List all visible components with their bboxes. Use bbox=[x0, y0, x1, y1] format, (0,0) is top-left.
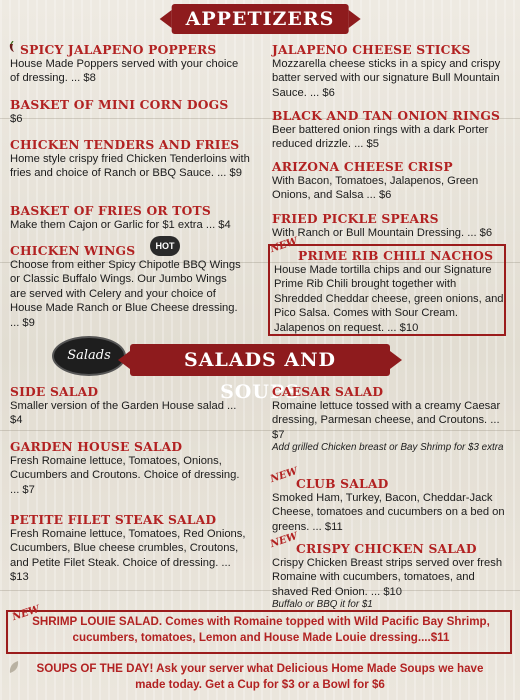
menu-item-caesar-salad bbox=[272, 384, 508, 454]
item-description: House Made Poppers served with your choice of dressing. ... $8 bbox=[10, 58, 239, 85]
item-title: CAESAR SALAD bbox=[272, 384, 384, 399]
new-label: NEW bbox=[268, 235, 300, 256]
item-note: Add grilled Chicken breast or Bay Shrimp for $3 extra bbox=[272, 442, 504, 454]
item-title: CLUB SALAD bbox=[296, 476, 389, 491]
item-title: BASKET OF FRIES OR TOTS bbox=[10, 203, 211, 218]
menu-item-prime-rib-chili-nachos bbox=[274, 248, 504, 335]
item-title: SPICY JALAPENO POPPERS bbox=[20, 42, 217, 57]
item-description: With Ranch or Bull Mountain Dressing. ... $6 bbox=[272, 227, 493, 239]
new-label: NEW bbox=[268, 530, 300, 551]
item-description: Smaller version of the Garden House salad ... $4 bbox=[10, 400, 237, 427]
leaf-icon bbox=[8, 660, 20, 674]
item-description: House Made tortilla chips and our Signature Prime Rib Chili brought together with Shredded Cheddar cheese, green onions, and Pico Salsa. Comes with Sour Cream. Jalapenos on request. ... $10 bbox=[274, 264, 504, 334]
item-title: PRIME RIB CHILI NACHOS bbox=[298, 248, 494, 263]
item-description: $6 bbox=[10, 113, 23, 125]
item-note: Buffalo or BBQ it for $1 bbox=[272, 599, 373, 611]
menu-item-chicken-tenders bbox=[10, 137, 250, 181]
item-title: BLACK AND TAN ONION RINGS bbox=[272, 108, 501, 123]
item-title: CHICKEN TENDERS AND FRIES bbox=[10, 137, 240, 152]
item-description: Choose from either Spicy Chipotle BBQ Wings or Classic Buffalo Wings. Our Jumbo Wings are served with Celery and your choice of House Made Ranch or Blue Cheese dressing. ... $9 bbox=[10, 259, 241, 329]
soups-of-the-day-text: SOUPS OF THE DAY! Ask your server what Delicious Home Made Soups we have made today. Get a Cup for $3 or a Bowl for $6 bbox=[36, 662, 484, 691]
item-description: Romaine lettuce tossed with a creamy Caesar dressing, Parmesan cheese, and Croutons. ... $7 bbox=[272, 400, 501, 441]
shrimp-louie-special-text: SHRIMP LOUIE SALAD. Comes with Romaine topped with Wild Pacific Bay Shrimp, cucumbers, tomatoes, Lemon and House Made Louie dressing....$11 bbox=[32, 615, 490, 644]
menu-item-fries-or-tots bbox=[10, 203, 250, 232]
menu-item-mini-corn-dogs bbox=[10, 97, 248, 126]
item-description: With Bacon, Tomatoes, Jalapenos, Green Onions, and Salsa ... $6 bbox=[272, 175, 479, 202]
menu-item-arizona-cheese-crisp bbox=[272, 159, 506, 203]
item-description: Fresh Romaine lettuce, Tomatoes, Red Onions, Cucumbers, Blue cheese crumbles, Croutons, and Petite Filet Steak. Choice of dressing. ... $13 bbox=[10, 528, 246, 584]
appetizers-banner: APPETIZERS bbox=[172, 4, 349, 34]
menu-item-onion-rings bbox=[272, 108, 512, 152]
menu-item-chicken-wings bbox=[10, 243, 246, 330]
item-description: Home style crispy fried Chicken Tenderloins with fries and choice of Ranch or BBQ Sauce. ... $9 bbox=[10, 153, 250, 180]
menu-item-jalapeno-cheese-sticks bbox=[272, 42, 512, 100]
item-title: SIDE SALAD bbox=[10, 384, 99, 399]
item-title: FRIED PICKLE SPEARS bbox=[272, 211, 439, 226]
salads-logo-badge bbox=[52, 336, 126, 376]
item-title: GARDEN HOUSE SALAD bbox=[10, 439, 183, 454]
item-description: Beer battered onion rings with a dark Porter reduced drizzle. ... $5 bbox=[272, 124, 489, 151]
salads-logo-text: Salads bbox=[67, 348, 111, 363]
item-description: Make them Cajon or Garlic for $1 extra ... $4 bbox=[10, 219, 231, 231]
item-title: PETITE FILET STEAK SALAD bbox=[10, 512, 217, 527]
new-label: NEW bbox=[268, 465, 300, 486]
hot-badge-icon: HOT bbox=[150, 236, 180, 256]
menu-item-garden-house-salad bbox=[10, 439, 246, 497]
menu-item-fried-pickle-spears bbox=[272, 211, 512, 240]
item-description: Fresh Romaine lettuce, Tomatoes, Onions, Cucumbers and Croutons. Choice of dressing. ... $7 bbox=[10, 455, 240, 496]
item-description: Crispy Chicken Breast strips served over fresh Romaine with cucumbers, tomatoes, and shaved Red Onion. ... $10 bbox=[272, 557, 503, 598]
item-title: JALAPENO CHEESE STICKS bbox=[272, 42, 471, 57]
new-label: NEW bbox=[10, 603, 42, 624]
item-description: Mozzarella cheese sticks in a spicy and crispy batter served with our signature Bull Mountain Sauce. ... $6 bbox=[272, 58, 501, 99]
item-title: BASKET OF MINI CORN DOGS bbox=[10, 97, 229, 112]
item-description: Smoked Ham, Turkey, Bacon, Cheddar-Jack Cheese, tomatoes and cucumbers on a bed on greens. ... $11 bbox=[272, 492, 505, 533]
salads-soups-banner: SALADS AND SOUPS bbox=[130, 344, 390, 376]
item-title: CRISPY CHICKEN SALAD bbox=[296, 541, 477, 556]
menu-item-crispy-chicken-salad bbox=[272, 541, 508, 611]
item-title: CHICKEN WINGS bbox=[10, 243, 136, 258]
menu-item-spicy-jalapeno-poppers bbox=[10, 42, 248, 86]
menu-item-side-salad bbox=[10, 384, 250, 428]
menu-item-club-salad bbox=[272, 476, 508, 534]
menu-item-petite-filet-steak-salad bbox=[10, 512, 246, 585]
item-title: ARIZONA CHEESE CRISP bbox=[272, 159, 453, 174]
